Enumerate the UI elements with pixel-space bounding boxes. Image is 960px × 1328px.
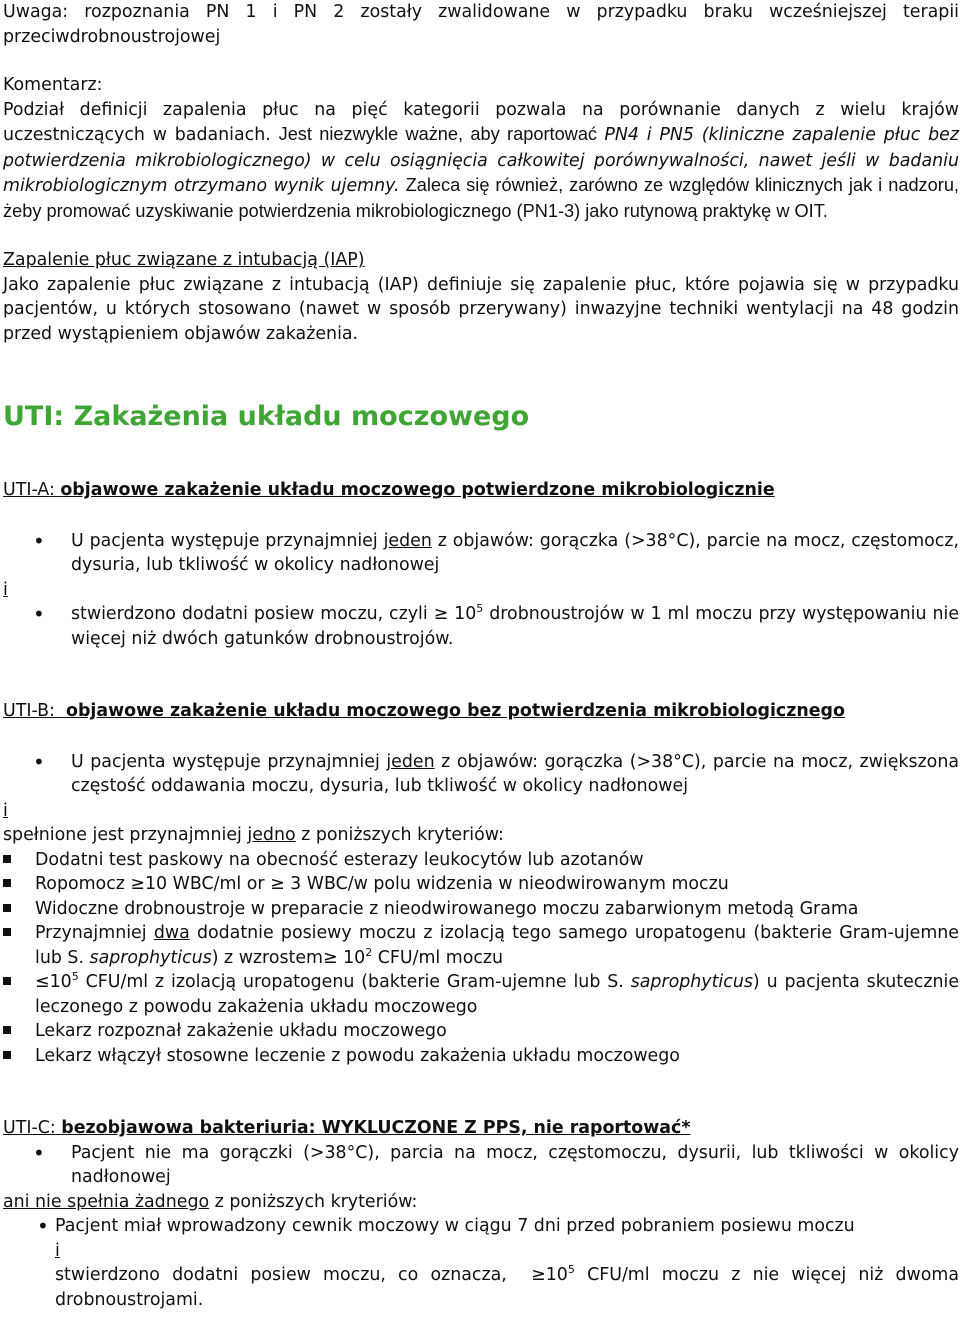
comment-paragraph: [3, 98, 959, 225]
uti-a-list: [3, 529, 959, 578]
comment-text-2: Jest niezwykle ważne, aby raportować PN4 i PN5 (kliniczne zapalenie płuc bez potwierdzenia mikrobiologicznego) w celu osiągnięcia całkowitej porównywalności, nawet jeśli w badaniu mikrobiologicznym otrzymano wynik ujemny. Zaleca się również, zarówno ze względów klinicznych jak i nadzoru, żeby promować uzyskiwanie potwierdzenia mikrobiologicznego (PN1-3) jako rutynową praktykę w OIT.: [3, 124, 959, 221]
uti-b-and: i: [3, 800, 8, 821]
uti-b-criterion-1: Dodatni test paskowy na obecność esterazy leukocytów lub azotanów: [3, 848, 959, 873]
uti-b-criterion-2: Ropomocz ≥10 WBC/ml or ≥ 3 WBC/w polu widzenia w nieodwirowanym moczu: [3, 872, 959, 897]
comment-italic: PN4 i PN5 (kliniczne zapalenie płuc bez potwierdzenia mikrobiologicznego) w celu osiągnięcia całkowitej porównywalności, nawet jeśli w badaniu mikrobiologicznym otrzymano wynik ujemny.: [3, 125, 959, 196]
comment-label: Komentarz:: [3, 75, 103, 95]
uti-a-list-2: [3, 602, 959, 651]
uti-a-heading: UTI-A: objawowe zakażenie układu moczowego potwierdzone mikrobiologicznie: [3, 480, 775, 500]
iap-text: Jako zapalenie płuc związane z intubacją (IAP) definiuje się zapalenie płuc, które pojawia się w przypadku pacjentów, u których stosowano (nawet w sposób przerywany) inwazyjne techniki wentylacji na 48 godzin przed wystąpieniem objawów zakażenia.: [3, 274, 959, 344]
pn-note: Uwaga: rozpoznania PN 1 i PN 2 zostały zwalidowane w przypadku braku wcześniejszej terapii przeciwdrobnoustrojowej: [3, 2, 959, 47]
uti-c-bullet-2: • Pacjent miał wprowadzony cewnik moczowy w ciągu 7 dni przed pobraniem posiewu moczu: [3, 1214, 959, 1239]
uti-b-criterion-7: Lekarz włączył stosowne leczenie z powodu zakażenia układu moczowego: [3, 1044, 959, 1069]
uti-c-list-2: [3, 1214, 959, 1239]
uti-b-bullet-1: • U pacjenta występuje przynajmniej jeden z objawów: gorączka (>38°C), parcie na mocz, zwiększona częstość oddawania moczu, dysuria, lub tkliwość w okolicy nadłonowej: [3, 750, 959, 799]
uti-b-heading: UTI-B: objawowe zakażenie układu moczowego bez potwierdzenia mikrobiologicznego: [3, 701, 845, 721]
uti-b-criterion-6: Lekarz rozpoznał zakażenie układu moczowego: [3, 1019, 959, 1044]
uti-b-criterion-4: Przynajmniej dwa dodatnie posiewy moczu z izolacją tego samego uropatogenu (bakterie Gram-ujemne lub S. saprophyticus) z wzrostem≥ $10^2$ CFU/ml moczu: [3, 921, 959, 970]
iap-title: Zapalenie płuc związane z intubacją (IAP): [3, 250, 365, 270]
uti-b-criteria-list: [3, 848, 959, 1069]
uti-c-and: i: [55, 1240, 60, 1261]
uti-c-culture: stwierdzono dodatni posiew moczu, co oznacza, $\ge 10^5$ CFU/ml moczu z nie więcej niż dwoma drobnoustrojami.: [55, 1263, 960, 1310]
comment-text-4: Zaleca się również, zarówno ze względów klinicznych jak i nadzoru, żeby promować uzyskiwanie potwierdzenia mikrobiologicznego (PN1-3) jako rutynową praktykę w OIT.: [3, 175, 959, 221]
uti-a-bullet-2: • stwierdzono dodatni posiew moczu, czyli ≥ $10^5$ drobnoustrojów w 1 ml moczu przy występowaniu nie więcej niż dwóch gatunków drobnoustrojów.: [3, 602, 959, 651]
uti-b-criteria-intro: spełnione jest przynajmniej jedno z poniższych kryteriów:: [3, 825, 504, 845]
uti-a-bullet-1: • U pacjenta występuje przynajmniej jeden z objawów: gorączka (>38°C), parcie na mocz, częstomocz, dysuria, lub tkliwość w okolicy nadłonowej: [3, 529, 959, 578]
uti-b-list: [3, 750, 959, 799]
uti-b-criterion-5: $\le 10^5$ CFU/ml z izolacją uropatogenu (bakterie Gram-ujemne lub S. saprophyticus) u pacjenta skutecznie leczonego z powodu zakażenia układu moczowego: [3, 970, 959, 1019]
uti-a-and: i: [3, 579, 8, 600]
document-page: [3, 0, 959, 1312]
uti-heading: UTI: Zakażenia układu moczowego: [3, 401, 530, 432]
uti-c-list: [3, 1141, 959, 1190]
uti-c-none-criteria: ani nie spełnia żadnego z poniższych kryteriów:: [3, 1191, 418, 1212]
uti-b-criterion-3: Widoczne drobnoustroje w preparacie z nieodwirowanego moczu zabarwionym metodą Grama: [3, 897, 959, 922]
comment-text-1: Podział definicji zapalenia płuc na pięć kategorii pozwala na porównanie danych z wielu krajów uczestniczących w badaniach.: [3, 99, 959, 145]
uti-c-heading: UTI-C: bezobjawowa bakteriuria: WYKLUCZONE Z PPS, nie raportować*: [3, 1118, 691, 1138]
uti-c-bullet-1: • Pacjent nie ma gorączki (>38°C), parcia na mocz, częstomoczu, dysurii, lub tkliwości w okolicy nadłonowej: [3, 1141, 959, 1190]
